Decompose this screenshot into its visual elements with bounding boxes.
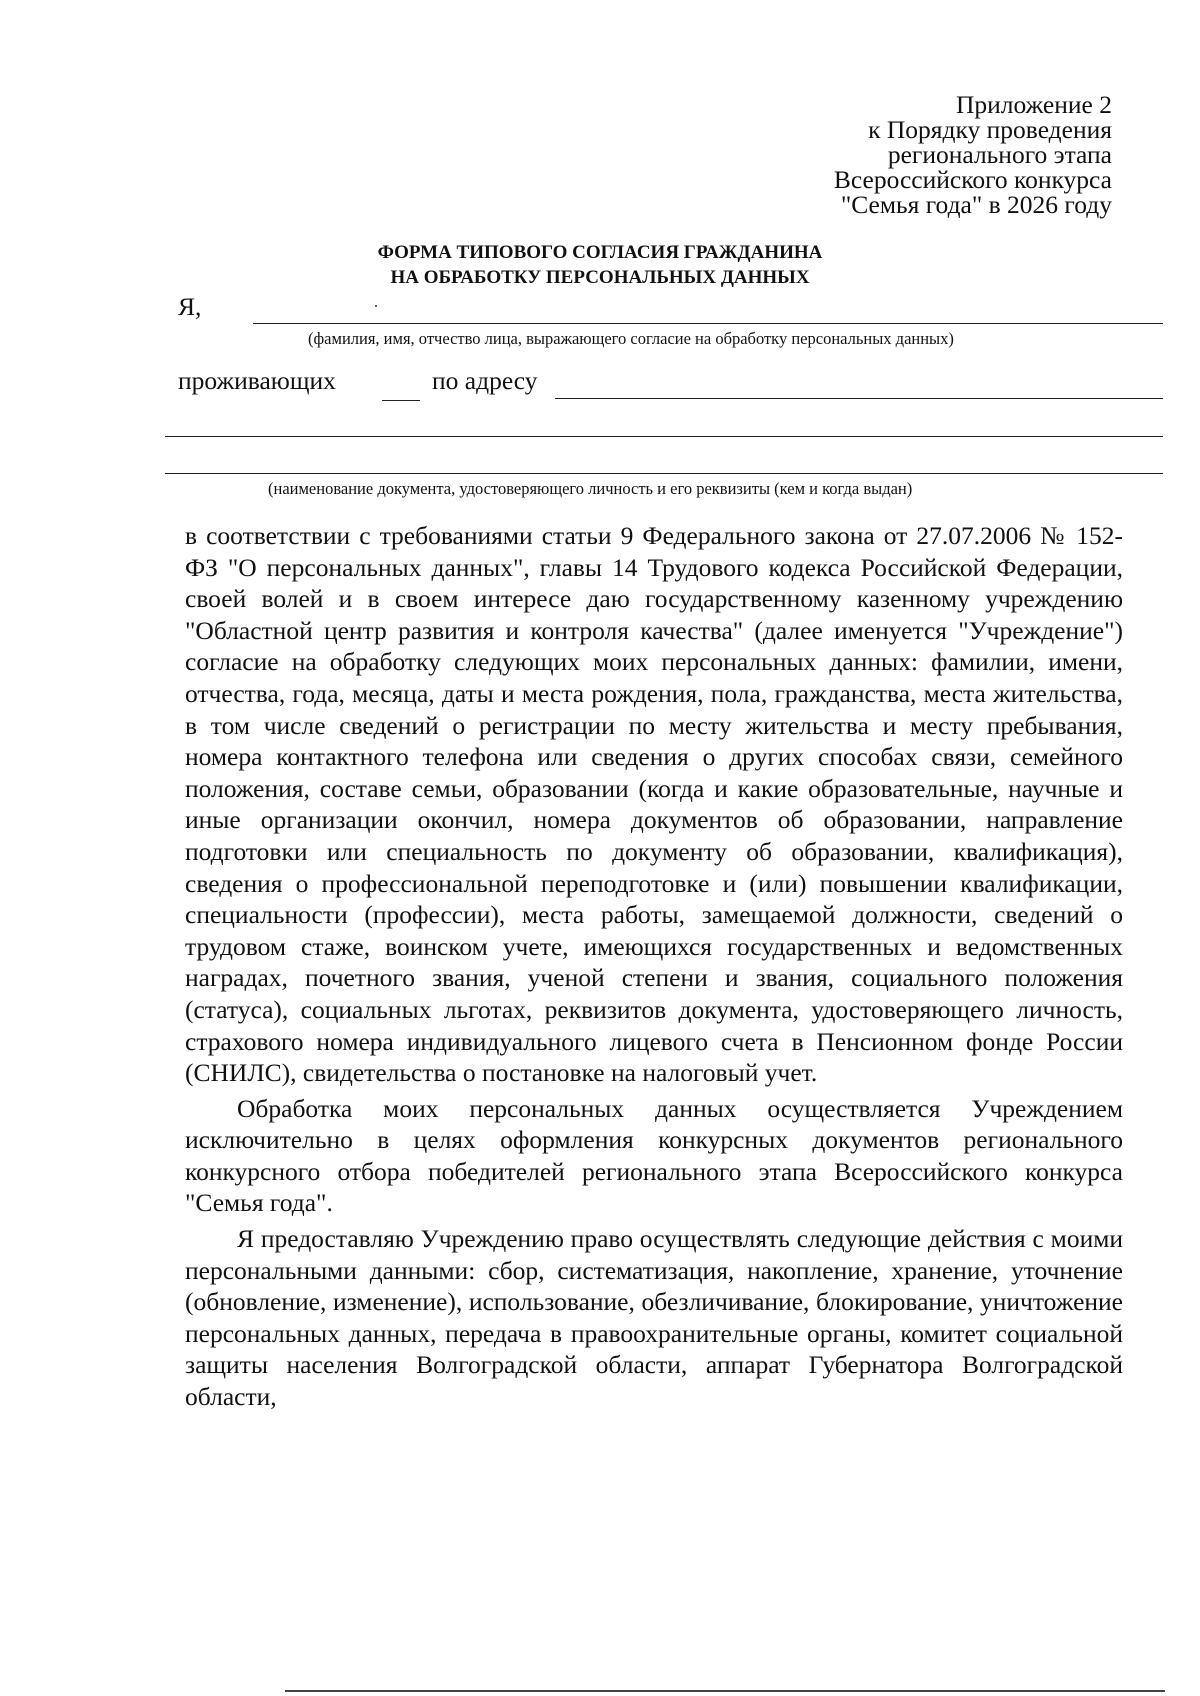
consent-paragraph-3: Я предоставляю Учреждению право осуществлять следующие действия с моими персональными данными: сбор, систематизация, накопление, хранение, уточнение (обновление, изменение), использование, обезличивание, блокирование, уничтожение персональных данных, передача в правоохранительные органы, комитет социальной защиты населения Волгоградской области, аппарат Губернатора Волгоградской области,	[185, 1224, 1123, 1412]
name-field-line[interactable]	[253, 323, 1163, 324]
page-bottom-edge	[285, 1690, 1165, 1692]
i-label: Я,	[178, 292, 202, 321]
consent-paragraph-1: в соответствии с требованиями статьи 9 Федерального закона от 27.07.2006 № 152-ФЗ "О персональных данных", главы 14 Трудового кодекса Российской Федерации, своей волей и в своем интересе даю государственному казенному учреждению "Областной центр развития и контроля качества" (далее именуется "Учреждение") согласие на обработку следующих моих персональных данных: фамилии, имени, отчества, года, месяца, даты и места рождения, пола, гражданства, места жительства, в том числе сведений о регистрации по месту жительства и месту пребывания, номера контактного телефона или сведения о других способах связи, семейного положения, составе семьи, образовании (когда и какие образовательные, научные и иные организации окончил, номера документов об образовании, направление подготовки или специальность по документу об образовании, квалификация), сведения о профессиональной переподготовке и (или) повышении квалификации, специальности (профессии), места работы, замещаемой должности, сведений о трудовом стаже, воинском учете, имеющихся государственных и ведомственных наградах, почетного звания, ученой степени и звания, социального положения (статуса), социальных льготах, реквизитов документа, удостоверяющего личность, страхового номера индивидуального лицевого счета в Пенсионном фонде России (СНИЛС), свидетельства о постановке на налоговый учет.	[185, 521, 1123, 1088]
appendix-line: регионального этапа	[887, 140, 1112, 169]
title-line-1: ФОРМА ТИПОВОГО СОГЛАСИЯ ГРАЖДАНИНА	[377, 242, 823, 263]
name-field-caption: (фамилия, имя, отчество лица, выражающего согласие на обработку персональных данных)	[308, 329, 954, 348]
address-field-line-2[interactable]	[165, 436, 1163, 437]
address-label: по адресу	[432, 366, 538, 395]
appendix-header	[834, 92, 1112, 217]
address-field-line[interactable]	[555, 398, 1163, 399]
consent-body	[185, 520, 1123, 1413]
consent-paragraph-2: Обработка моих персональных данных осуществляется Учреждением исключительно в целях оформления конкурсных документов регионального конкурсного отбора победителей регионального этапа Всероссийского конкурса "Семья года".	[185, 1093, 1123, 1218]
document-field-line[interactable]	[165, 473, 1163, 474]
residing-blank-line[interactable]	[382, 400, 420, 401]
scan-speck	[375, 305, 377, 307]
document-field-caption: (наименование документа, удостоверяющего личность и его реквизиты (кем и когда выдан)	[268, 479, 913, 498]
appendix-line: "Семья года" в 2026 году	[840, 190, 1112, 219]
appendix-line: Всероссийского конкурса	[833, 165, 1112, 194]
appendix-line: Приложение 2	[956, 90, 1112, 119]
residing-label: проживающих	[178, 366, 336, 395]
appendix-line: к Порядку проведения	[868, 115, 1112, 144]
document-title	[0, 240, 1200, 290]
title-line-2: НА ОБРАБОТКУ ПЕРСОНАЛЬНЫХ ДАННЫХ	[390, 267, 810, 288]
